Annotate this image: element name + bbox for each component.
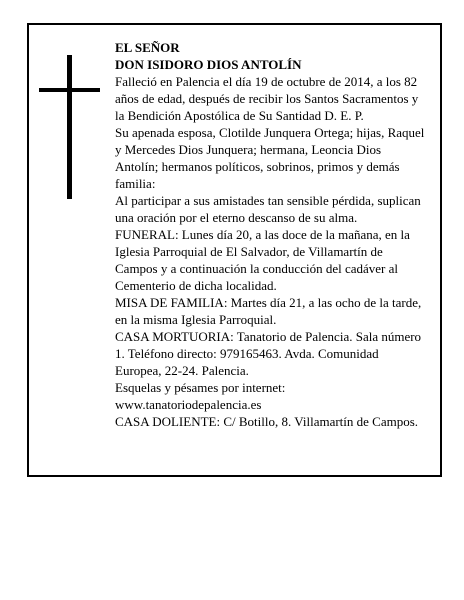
condolences-web: Esquelas y pésames por internet: www.tanatoriodepalencia.es — [115, 380, 286, 412]
latin-cross-icon — [29, 25, 119, 215]
family-home-info: CASA DOLIENTE: C/ Botillo, 8. Villamartín de Campos. — [115, 414, 419, 429]
death-announcement: Falleció en Palencia el día 19 de octubre de 2014, a los 82 años de edad, después de recibir los Santos Sacramentos y la Bendición Apostólica de Su Santidad D. E. P. — [115, 74, 419, 123]
deceased-name: DON ISIDORO DIOS ANTOLÍN — [115, 57, 302, 72]
funeral-home-info: CASA MORTUORIA: Tanatorio de Palencia. Sala número 1. Teléfono directo: 979165463. Avda. Comunidad Europea, 22-24. Palencia. — [115, 329, 422, 378]
obituary-notice — [27, 23, 442, 477]
obituary-text — [115, 39, 425, 430]
family-mass-info: MISA DE FAMILIA: Martes día 21, a las ocho de la tarde, en la misma Iglesia Parroquial. — [115, 295, 422, 327]
title-line-1: EL SEÑOR — [115, 40, 180, 55]
prayer-request: Al participar a sus amistades tan sensible pérdida, suplican una oración por el eterno descanso de su alma. — [115, 193, 421, 225]
family-list: Su apenada esposa, Clotilde Junquera Ortega; hijas, Raquel y Mercedes Dios Junquera; hermana, Leoncia Dios Antolín; hermanos políticos, sobrinos, primos y demás familia: — [115, 125, 425, 191]
funeral-info: FUNERAL: Lunes día 20, a las doce de la mañana, en la Iglesia Parroquial de El Salvador, de Villamartín de Campos y a continuación la conducción del cadáver al Cementerio de dicha localidad. — [115, 227, 410, 293]
